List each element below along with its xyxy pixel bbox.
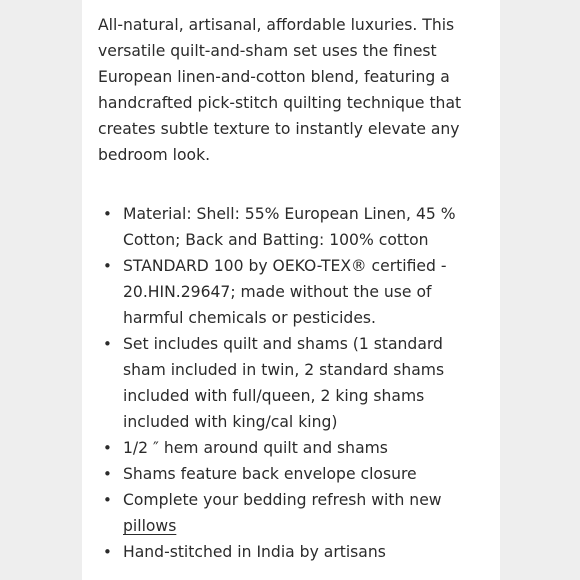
feature-text: Shams feature back envelope closure <box>123 465 417 483</box>
list-item <box>98 461 478 487</box>
list-item <box>98 201 478 253</box>
bullet-icon: • <box>103 465 112 483</box>
bullet-icon: • <box>103 543 112 561</box>
feature-list <box>98 201 478 565</box>
bullet-icon: • <box>103 491 112 509</box>
bullet-icon: • <box>103 439 112 457</box>
pillows-link[interactable]: pillows <box>123 517 177 535</box>
list-item <box>98 253 478 331</box>
list-item <box>98 487 478 539</box>
feature-text: Material: Shell: 55% European Linen, 45 % Cotton; Back and Batting: 100% cotton <box>123 205 456 249</box>
feature-text: Hand-stitched in India by artisans <box>123 543 386 561</box>
feature-text: Set includes quilt and shams (1 standard sham included in twin, 2 standard shams included with full/queen, 2 king shams included with king/cal king) <box>123 335 445 431</box>
bullet-icon: • <box>103 257 112 275</box>
feature-text: Complete your bedding refresh with new <box>123 491 442 509</box>
bullet-icon: • <box>103 335 112 353</box>
feature-text: STANDARD 100 by OEKO-TEX® certified - 20.HIN.29647; made without the use of harmful chemicals or pesticides. <box>123 257 447 327</box>
product-description: All-natural, artisanal, affordable luxuries. This versatile quilt-and-sham set uses the finest European linen-and-cotton blend, featuring a handcrafted pick-stitch quilting technique that creates subtle texture to instantly elevate any bedroom look. <box>98 16 462 164</box>
list-item <box>98 539 478 565</box>
bullet-icon: • <box>103 205 112 223</box>
list-item <box>98 435 478 461</box>
list-item <box>98 331 478 435</box>
feature-text: 1/2 ″ hem around quilt and shams <box>123 439 388 457</box>
